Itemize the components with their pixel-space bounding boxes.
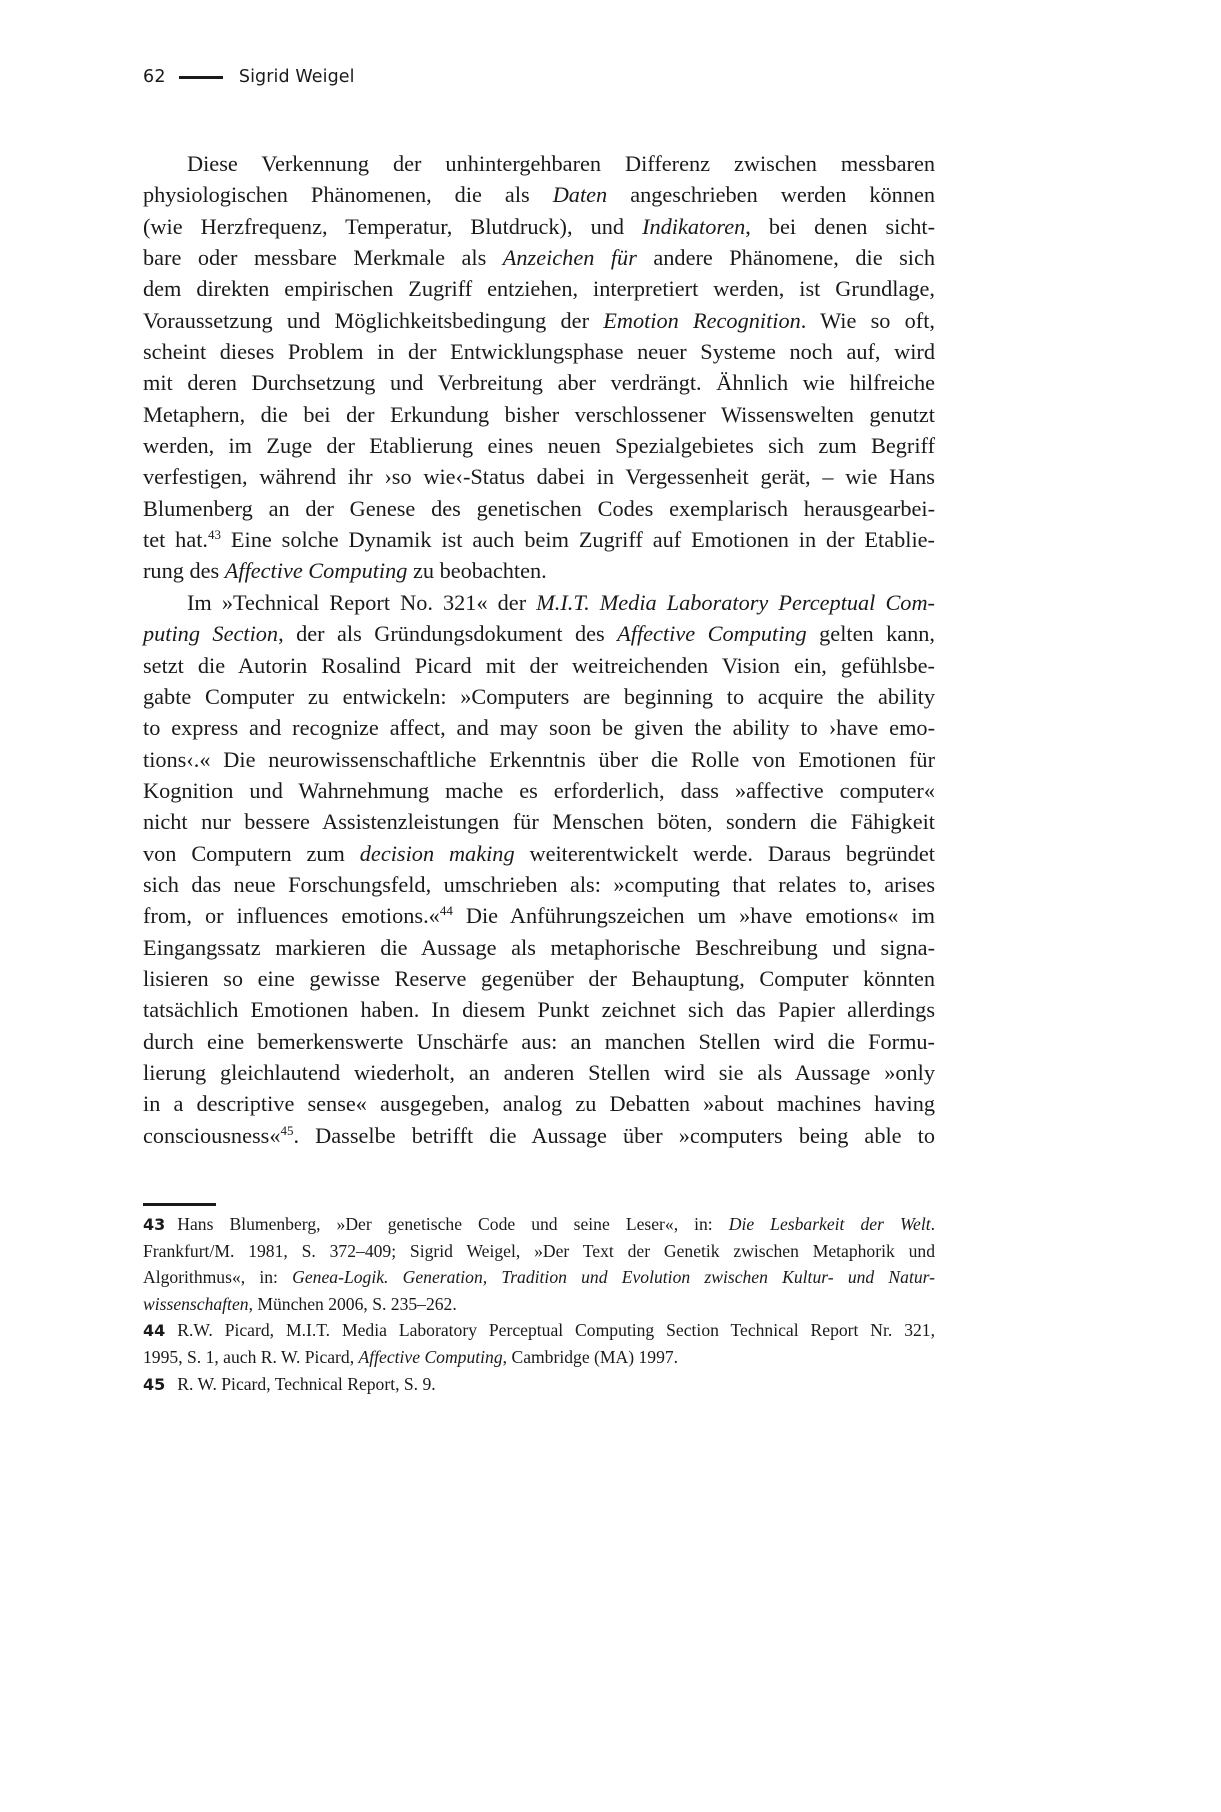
footnote-line: [143, 1238, 935, 1265]
footnote-reference[interactable]: 43: [208, 527, 221, 543]
text-run: weiterentwickelt werde. Daraus begründet: [514, 840, 936, 866]
text-line: [143, 775, 935, 806]
text-run: lisieren so eine gewisse Reserve gegenüber der Behauptung, Computer könnten: [143, 965, 935, 991]
text-run: Eingangssatz markieren die Aussage als metaphorische Beschreibung und signa-: [143, 934, 935, 960]
text-run: Im »Technical Report No. 321« der: [187, 589, 537, 615]
text-line: [143, 1026, 935, 1057]
text-line: [143, 555, 935, 586]
text-line: [143, 744, 935, 775]
text-run: sich das neue Forschungsfeld, umschrieben als: »computing that relates to, arises: [143, 871, 935, 897]
italic-run: Affective Computing: [358, 1346, 503, 1367]
text-run: scheint dieses Problem in der Entwicklungsphase neuer Systeme noch auf, wird: [143, 339, 935, 365]
text-line: [143, 493, 935, 524]
italic-run: puting Section: [143, 621, 279, 647]
text-line: [143, 681, 935, 712]
italic-run: Affective Computing: [224, 558, 408, 584]
text-run: , München 2006, S. 235–262.: [248, 1293, 457, 1314]
text-line: [143, 211, 935, 242]
text-run: Eine solche Dynamik ist auch beim Zugriff auf Emotionen in der Etablie-: [221, 527, 935, 553]
text-run: . Dasselbe betrifft die Aussage über »computers being able to: [293, 1122, 935, 1148]
text-line: [143, 869, 935, 900]
text-line: [143, 461, 935, 492]
text-line: [143, 367, 935, 398]
italic-run: Anzeichen für: [502, 245, 637, 271]
footnote-line: [143, 1371, 935, 1398]
text-run: 1995, S. 1, auch R. W. Picard,: [143, 1346, 359, 1367]
text-line: [143, 1088, 935, 1119]
text-run: werden, im Zuge der Etablierung eines neuen Spezialgebietes sich zum Begriff: [143, 433, 935, 459]
text-run: to express and recognize affect, and may soon be given the ability to ›have emo-: [143, 715, 935, 741]
header-rule: [179, 76, 223, 79]
footnote-reference[interactable]: 44: [439, 903, 453, 919]
text-line: [143, 305, 935, 336]
text-run: Diese Verkennung der unhintergehbaren Differenz zwischen messbaren: [187, 151, 935, 176]
text-run: mit deren Durchsetzung und Verbreitung aber verdrängt. Ähnlich wie hilfreiche: [143, 370, 935, 396]
text-run: from, or influences emotions.«: [143, 903, 440, 929]
text-run: gabte Computer zu entwickeln: »Computers are beginning to acquire the ability: [143, 683, 935, 709]
text-run: Metaphern, die bei der Erkundung bisher verschlossener Wissenswelten genutzt: [143, 401, 935, 427]
text-line: [143, 994, 935, 1025]
text-run: dem direkten empirischen Zugriff entziehen, interpretiert werden, ist Grundlage,: [143, 276, 935, 302]
text-line: [143, 838, 935, 869]
footnote-number: 43: [143, 1215, 166, 1234]
text-run: Blumenberg an der Genese des genetischen Codes exemplarisch herausgearbei-: [143, 495, 935, 521]
text-line: [143, 618, 935, 649]
text-run: Die Anführungszeichen um »have emotions« im: [452, 903, 935, 929]
text-run: R.W. Picard, M.I.T. Media Laboratory Perceptual Computing Section Technical Report Nr. 321,: [177, 1320, 935, 1341]
text-run: , der als Gründungsdokument des: [278, 621, 618, 647]
italic-run: Daten: [552, 182, 608, 208]
text-run: rung des: [143, 558, 225, 584]
text-line: [143, 148, 935, 179]
text-line: [143, 712, 935, 743]
text-run: .: [930, 1214, 936, 1234]
text-run: physiologischen Phänomenen, die als: [143, 182, 553, 208]
text-run: Algorithmus«, in:: [143, 1267, 293, 1288]
text-line: [143, 900, 935, 931]
text-run: angeschrieben werden können: [607, 182, 935, 208]
text-run: tions‹.« Die neurowissenschaftliche Erkenntnis über die Rolle von Emotionen für: [143, 746, 935, 772]
text-run: verfestigen, während ihr ›so wie‹-Status dabei in Vergessenheit gerät, – wie Hans: [143, 464, 935, 490]
footnote-line: [143, 1264, 935, 1291]
italic-run: Die Lesbarkeit der Welt: [728, 1214, 931, 1234]
italic-run: Indikatoren: [642, 213, 746, 239]
text-run: , bei denen sicht-: [745, 213, 935, 239]
text-run: nicht nur bessere Assistenzleistungen für Menschen böten, sondern die Fähigkeit: [143, 809, 935, 835]
italic-run: Affective Computing: [617, 621, 807, 647]
text-line: [143, 587, 935, 618]
footnote-reference[interactable]: 45: [280, 1122, 294, 1138]
text-run: (wie Herzfrequenz, Temperatur, Blutdruck), und: [143, 213, 643, 239]
text-run: andere Phänomene, die sich: [636, 245, 935, 271]
text-line: [143, 336, 935, 367]
text-run: . Wie so oft,: [800, 307, 935, 333]
text-run: zu beobachten.: [407, 558, 547, 584]
text-line: [143, 1057, 935, 1088]
text-run: consciousness«: [143, 1122, 281, 1148]
text-line: [143, 524, 935, 555]
text-run: Frankfurt/M. 1981, S. 372–409; Sigrid Weigel, »Der Text der Genetik zwischen Metaphorik und: [143, 1240, 935, 1261]
text-run: von Computern zum: [143, 840, 360, 866]
text-line: [143, 399, 935, 430]
footnotes: [143, 1211, 935, 1397]
text-line: [143, 273, 935, 304]
text-line: [143, 963, 935, 994]
text-run: in a descriptive sense« ausgegeben, analog zu Debatten »about machines having: [143, 1091, 935, 1117]
text-run: durch eine bemerkenswerte Unschärfe aus: an manchen Stellen wird die Formu-: [143, 1028, 935, 1054]
text-line: [143, 1120, 935, 1151]
text-run: Voraussetzung und Möglichkeitsbedingung der: [143, 307, 604, 333]
text-run: lierung gleichlautend wiederholt, an anderen Stellen wird sie als Aussage »only: [143, 1059, 935, 1085]
running-head: [143, 62, 355, 92]
main-text: [143, 148, 935, 1151]
footnote-separator: [143, 1203, 216, 1206]
text-run: setzt die Autorin Rosalind Picard mit der weitreichenden Vision ein, gefühlsbe-: [143, 652, 935, 678]
italic-run: wissenschaften: [143, 1293, 249, 1314]
text-run: tet hat.: [143, 527, 208, 553]
italic-run: M.I.T. Media Laboratory Perceptual Com-: [536, 589, 935, 615]
text-run: gelten kann,: [806, 621, 936, 647]
footnote-line: [143, 1344, 935, 1371]
footnote-line: [143, 1211, 935, 1238]
text-run: tatsächlich Emotionen haben. In diesem Punkt zeichnet sich das Papier allerdings: [143, 997, 935, 1023]
italic-run: Genea-Logik. Generation, Tradition und Evolution zwischen Kultur- und Natur-: [292, 1267, 935, 1288]
text-run: , Cambridge (MA) 1997.: [502, 1346, 679, 1367]
text-run: R. W. Picard, Technical Report, S. 9.: [177, 1373, 436, 1394]
text-run: bare oder messbare Merkmale als: [143, 245, 503, 271]
text-line: [143, 806, 935, 837]
text-line: [143, 650, 935, 681]
text-line: [143, 932, 935, 963]
footnote-line: [143, 1317, 935, 1344]
text-line: [143, 430, 935, 461]
text-line: [143, 179, 935, 210]
footnote-line: [143, 1291, 935, 1318]
page-number: 62: [143, 67, 166, 87]
text-line: [143, 242, 935, 273]
italic-run: decision making: [359, 840, 515, 866]
italic-run: Emotion Recognition: [603, 307, 801, 333]
text-run: Hans Blumenberg, »Der genetische Code und seine Leser«, in:: [177, 1214, 729, 1234]
running-head-author: Sigrid Weigel: [238, 67, 355, 87]
text-run: Kognition und Wahrnehmung mache es erforderlich, dass »affective computer«: [143, 777, 935, 803]
footnote-number: 44: [143, 1321, 166, 1341]
footnote-number: 45: [143, 1374, 166, 1394]
